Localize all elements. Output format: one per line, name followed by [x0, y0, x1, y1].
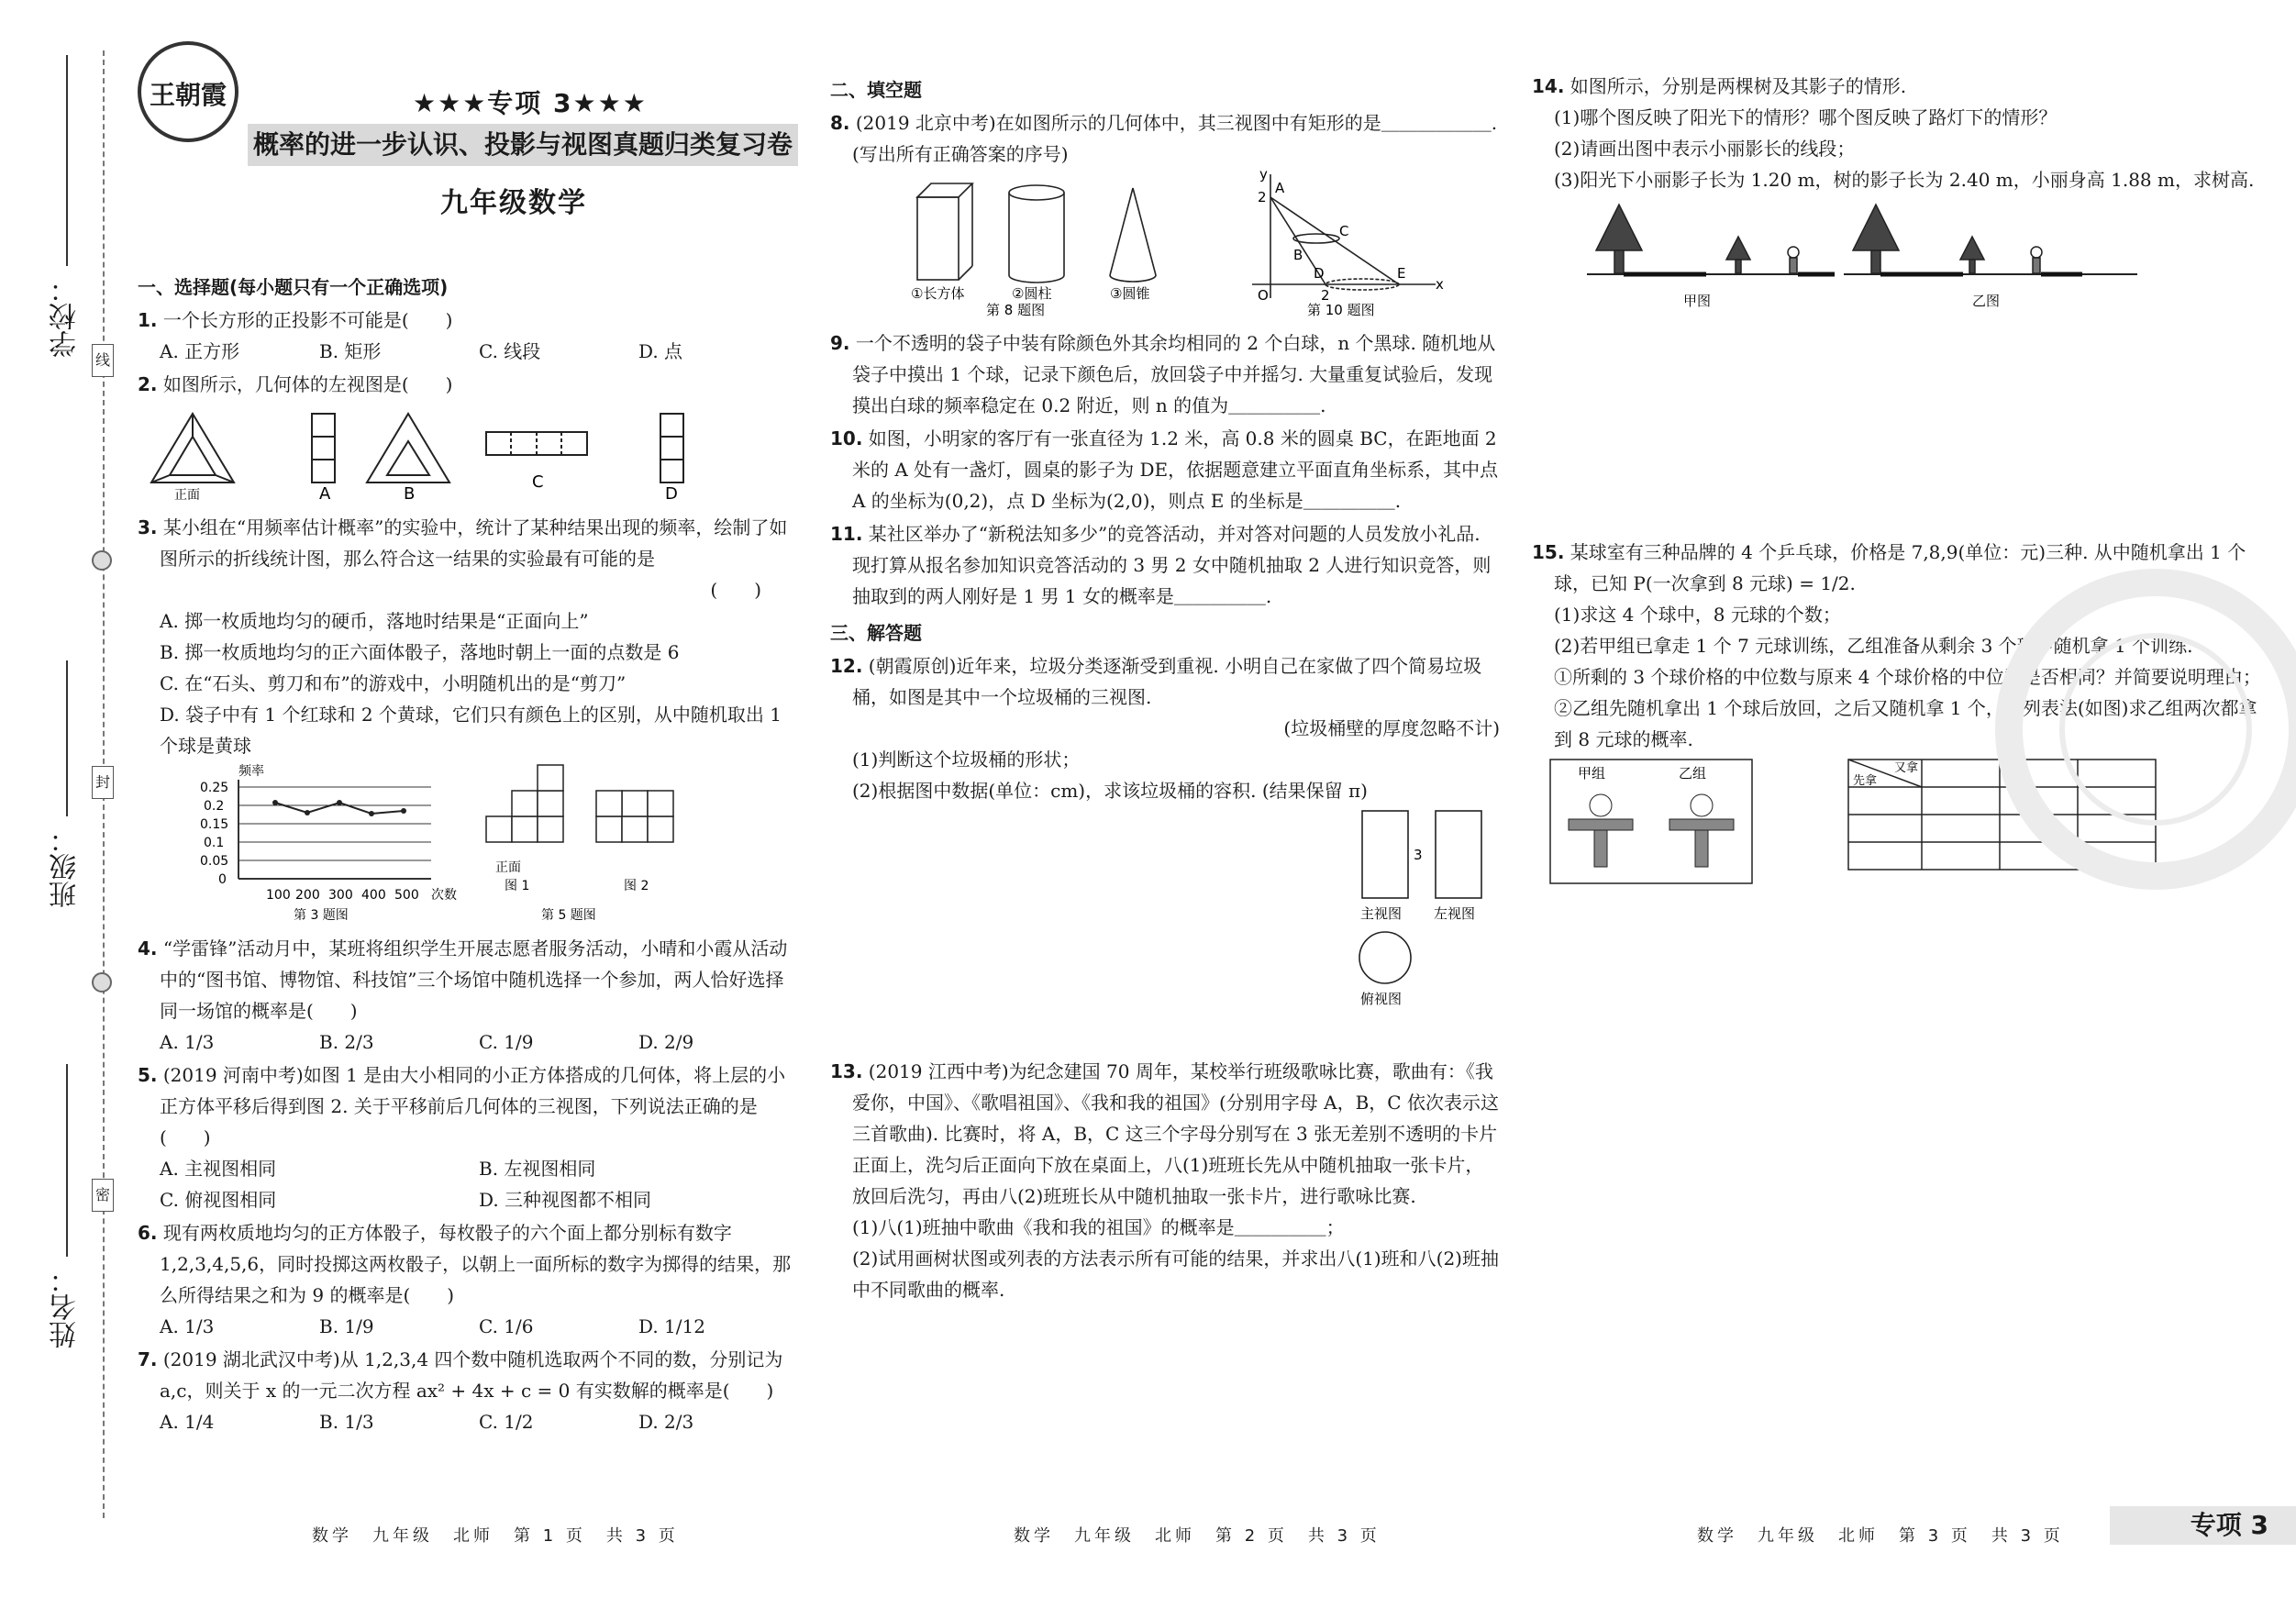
- sub-question: (3)阳光下小丽影子长为 1.20 m，树的影子长为 2.40 m，小丽身高 1.88 m，求树高.: [1554, 169, 2255, 191]
- class-label: 班级：: [50, 826, 82, 908]
- binding-tag: 线: [92, 344, 114, 377]
- page-title: 概率的进一步认识、投影与视图真题归类复习卷: [248, 124, 798, 166]
- brand-logo: [138, 41, 238, 142]
- axis-label: y: [1259, 170, 1268, 183]
- section-heading: 二、填空题: [830, 79, 922, 101]
- question-9: 9. 一个不透明的袋子中装有除颜色外其余均相同的 2 个白球，n 个黑球. 随机地从袋子中摸出 1 个球，记录下颜色后，放回袋子中并摇匀. 大量重复试验后，发现摸出白球的频率稳定在 0.2 附近，则 n 的值为＿＿＿＿＿.: [830, 332, 1496, 416]
- question-4: 4. “学雷锋”活动月中，某班将组织学生开展志愿者服务活动，小晴和小霞从活动中的“图书馆、博物馆、科技馆”三个场馆中随机选择一个参加，两人恰好选择同一场馆的概率是( ): [138, 937, 788, 1022]
- y-tick-label: 0.05: [200, 854, 229, 869]
- option[interactable]: C. 线段: [479, 340, 541, 362]
- figure-caption: 第 5 题图: [541, 908, 596, 922]
- binding-tag: 密: [92, 1179, 114, 1212]
- figure-label: 图 2: [624, 879, 649, 893]
- name-label: 姓名：: [50, 1266, 82, 1348]
- question-15: 15. 某球室有三种品牌的 4 个乒乓球，价格是 7,8,9(单位：元)三种. 从中随机拿出 1 个球，已知 P(一次拿到 8 元球) = 1/2.: [1532, 541, 2246, 594]
- group-label: 甲组: [1578, 765, 1606, 782]
- figure-label: ③圆锥: [1110, 285, 1150, 302]
- question-1: 1. 一个长方形的正投影不可能是( ): [138, 309, 453, 331]
- figure-caption: 第 10 题图: [1307, 302, 1375, 316]
- question-14: 14. 如图所示，分别是两棵树及其影子的情形.: [1532, 75, 1907, 97]
- sub-question: (1)求这 4 个球中，8 元球的个数；: [1554, 604, 1841, 626]
- sub-question: (2)试用画树状图或列表的方法表示所有可能的结果，并求出八(1)班和八(2)班抽中不同歌曲的概率.: [852, 1248, 1499, 1301]
- x-tick-label: 500: [394, 888, 419, 903]
- q3-q5-figures: [138, 761, 798, 922]
- y-tick-label: 0.15: [200, 817, 229, 832]
- option[interactable]: B. 矩形: [319, 340, 382, 362]
- class-field[interactable]: [66, 660, 68, 816]
- options: [138, 1153, 798, 1215]
- x-tick-label: 300: [328, 888, 353, 903]
- q12-figure: [830, 806, 1500, 1045]
- point-label: A: [1275, 180, 1285, 196]
- y-tick-label: 0.2: [204, 799, 225, 814]
- question-6: 6. 现有两枚质地均匀的正方体骰子，每枚骰子的六个面上都分别标有数字 1,2,3,4,5,6，同时投掷这两枚骰子，以朝上一面所标的数字为掷得的结果，那么所得结果之和为 9 的概率是( ): [138, 1222, 792, 1306]
- header: [138, 0, 798, 183]
- logo-text: 王朝霞: [149, 80, 227, 110]
- sub-question: (1)八(1)班抽中歌曲《我和我的祖国》的概率是＿＿＿＿＿；: [852, 1216, 1345, 1238]
- page-footer: 数学 九年级 北师 第 2 页 共 3 页: [1014, 1526, 1381, 1546]
- name-field[interactable]: [66, 1064, 68, 1257]
- option[interactable]: A. 掷一枚质地均匀的硬币，落地时结果是“正面向上”: [160, 610, 589, 632]
- front-label: 正面: [495, 860, 521, 875]
- option[interactable]: D. 袋子中有 1 个红球和 2 个黄球，它们只有颜色上的区别，从中随机取出 1 个球是黄球: [160, 704, 782, 757]
- y-tick-label: 0: [218, 872, 227, 887]
- figure-label: ①长方体: [911, 285, 965, 302]
- option[interactable]: D. 点: [638, 340, 683, 362]
- y-tick-label: 0.1: [204, 836, 225, 850]
- question-7: 7. (2019 湖北武汉中考)从 1,2,3,4 四个数中随机选取两个不同的数，分别记为 a,c，则关于 x 的一元二次方程 ax² + 4x + c = 0 有实数解的概率是( ): [138, 1348, 783, 1402]
- figure-caption: 第 3 题图: [294, 908, 349, 922]
- x-tick-label: 100: [266, 888, 291, 903]
- question-10: 10. 如图，小明家的客厅有一张直径为 1.2 米，高 0.8 米的圆桌 BC，在距地面 2 米的 A 处有一盏灯，圆桌的影子为 DE，依据题意建立平面直角坐标系，其中点 A 的坐标为(0,2)，点 D 坐标为(2,0)，则点 E 的坐标是＿＿＿＿＿.: [830, 427, 1499, 512]
- table-header: 又拿: [1894, 761, 1919, 775]
- school-label: 学校：: [50, 275, 82, 358]
- option-label: B: [404, 484, 416, 501]
- sub-question: (1)哪个图反映了阳光下的情形？哪个图反映了路灯下的情形？: [1554, 106, 2058, 128]
- sub-question: (1)判断这个垃圾桶的形状；: [852, 749, 1081, 771]
- option[interactable]: A. 1/4: [160, 1411, 215, 1433]
- option[interactable]: D. 2/9: [638, 1031, 694, 1053]
- column-2: [830, 69, 1500, 1305]
- view-label: 俯视图: [1360, 991, 1403, 1007]
- question-8: 8. (2019 北京中考)在如图所示的几何体中，其三视图中有矩形的是＿＿＿＿＿＿.(写出所有正确答案的序号): [830, 112, 1498, 165]
- option-label: A: [319, 484, 331, 501]
- answer-paren: ( ): [710, 579, 761, 601]
- option[interactable]: D. 1/12: [638, 1315, 705, 1337]
- x-axis-label: 次数: [431, 888, 457, 903]
- section-heading: 三、解答题: [830, 622, 922, 644]
- question-2: 2. 如图所示，几何体的左视图是( ): [138, 373, 453, 395]
- fig5-blocks: [486, 765, 673, 842]
- origin-label: O: [1258, 287, 1269, 304]
- q8-q10-figures: [830, 170, 1500, 316]
- sub-question: ②乙组先随机拿出 1 个球后放回，之后又随机拿 1 个，用列表法(如图)求乙组两次都拿到 8 元球的概率.: [1554, 697, 2257, 750]
- axis-label: x: [1436, 276, 1444, 293]
- question-13: 13. (2019 江西中考)为纪念建国 70 周年，某校举行班级歌咏比赛，歌曲有：《我爱你，中国》、《歌唱祖国》、《我和我的祖国》(分别用字母 A，B，C 依次表示这三首歌曲). 比赛时，将 A，B，C 这三个字母分别写在 3 张无差别不透明的卡片正面上，洗匀后正面向下放在桌面上，八(1)班班长先从中随机抽取一张卡片，放回后洗匀，再由八(2)班班长从中随机抽取一张卡片，进行歌咏比赛.: [830, 1060, 1499, 1207]
- option-label: D: [665, 484, 678, 501]
- question-11: 11. 某社区举办了“新税法知多少”的竞答活动，并对答对问题的人员发放小礼品. 现打算从报名参加知识竞答活动的 3 男 2 女中随机抽取 2 人进行知识竞答，则抽取到的两人刚好是 1 男 1 女的概率是＿＿＿＿＿.: [830, 523, 1492, 607]
- options: [138, 1406, 798, 1437]
- figure-label: 乙图: [1972, 293, 2001, 309]
- binding-hole-icon: [92, 972, 112, 993]
- options: [138, 1026, 798, 1058]
- options: [138, 336, 798, 367]
- binding-hole-icon: [92, 550, 112, 571]
- binding-margin: [0, 0, 138, 1597]
- q2-figure: [138, 400, 798, 501]
- dimension-label: 3: [1414, 847, 1423, 863]
- binding-tag: 封: [92, 766, 114, 799]
- figure-label: 甲图: [1683, 293, 1712, 309]
- watermark-seal: [1995, 569, 2296, 890]
- option[interactable]: C. 在“石头、剪刀和布”的游戏中，小明随机出的是“剪刀”: [160, 672, 627, 694]
- option-label: C: [532, 472, 544, 492]
- sub-question: (2)若甲组已拿走 1 个 7 元球训练，乙组准备从剩余 3 个球中随机拿 1 个训练.: [1554, 635, 2193, 657]
- option[interactable]: D. 2/3: [638, 1411, 694, 1433]
- option[interactable]: B. 掷一枚质地均匀的正六面体骰子，落地时朝上一面的点数是 6: [160, 641, 680, 663]
- view-label: 主视图: [1360, 905, 1403, 922]
- point-label: E: [1397, 265, 1406, 282]
- question-12: 12. (朝霞原创)近年来，垃圾分类逐渐受到重视. 小明自己在家做了四个简易垃圾桶，如图是其中一个垃圾桶的三视图.: [830, 655, 1482, 708]
- x-tick-label: 400: [361, 888, 386, 903]
- option[interactable]: C. 1/9: [479, 1031, 534, 1053]
- column-1: [138, 0, 798, 1437]
- option[interactable]: C. 1/2: [479, 1411, 534, 1433]
- option[interactable]: B. 1/9: [319, 1315, 374, 1337]
- option[interactable]: B. 左视图相同: [479, 1158, 596, 1180]
- note: (垃圾桶壁的厚度忽略不计): [1283, 717, 1500, 739]
- coord-label: 2: [1258, 189, 1267, 205]
- options: [138, 1311, 798, 1342]
- y-tick-label: 0.25: [200, 781, 229, 795]
- point-label: B: [1293, 247, 1303, 263]
- sub-question: (2)请画出图中表示小丽影长的线段；: [1554, 138, 1856, 160]
- x-tick-label: 200: [295, 888, 320, 903]
- section-heading: 一、选择题(每小题只有一个正确选项): [138, 276, 449, 298]
- option[interactable]: C. 1/6: [479, 1315, 534, 1337]
- sub-question: ①所剩的 3 个球价格的中位数与原来 4 个球价格的中位数是否相同？并简要说明理由；: [1554, 666, 2261, 688]
- view-label: 左视图: [1434, 905, 1476, 922]
- topic-tag: 专项 3: [2110, 1506, 2296, 1545]
- figure-label: ②圆柱: [1012, 285, 1052, 302]
- question-5: 5. (2019 河南中考)如图 1 是由大小相同的小正方体搭成的几何体，将上层的小正方体平移后得到图 2. 关于平移前后几何体的三视图，下列说法正确的是( ): [138, 1064, 786, 1148]
- topic-label: ★★★专项 3★★★: [413, 88, 648, 118]
- option[interactable]: C. 俯视图相同: [160, 1189, 277, 1211]
- table-header: 先拿: [1853, 774, 1878, 788]
- option[interactable]: B. 2/3: [319, 1031, 374, 1053]
- coord-label: 2: [1321, 287, 1330, 304]
- q14-figure: [1532, 195, 2266, 315]
- y-axis-label: 频率: [238, 764, 264, 779]
- answer-space[interactable]: [1532, 324, 2266, 535]
- page-subtitle: 九年级数学: [440, 187, 587, 219]
- group-label: 乙组: [1679, 765, 1707, 782]
- question-3: 3. 某小组在“用频率估计概率”的实验中，统计了某种结果出现的频率，绘制了如图所示的折线统计图，那么符合这一结果的实验最有可能的是: [138, 516, 788, 570]
- point-label: C: [1339, 223, 1349, 239]
- front-label: 正面: [174, 488, 200, 501]
- figure-label: 图 1: [505, 879, 530, 893]
- option[interactable]: A. 主视图相同: [160, 1158, 277, 1180]
- sub-question: (2)根据图中数据(单位：cm)，求该垃圾桶的容积. (结果保留 π): [852, 780, 1368, 802]
- option[interactable]: A. 1/3: [160, 1031, 215, 1053]
- figure-caption: 第 8 题图: [986, 302, 1046, 316]
- point-label: D: [1314, 265, 1325, 282]
- option[interactable]: D. 三种视图都不相同: [479, 1189, 652, 1211]
- option[interactable]: A. 1/3: [160, 1315, 215, 1337]
- page-footer: 数学 九年级 北师 第 3 页 共 3 页: [1697, 1526, 2064, 1546]
- option[interactable]: A. 正方形: [160, 340, 240, 362]
- option[interactable]: B. 1/3: [319, 1411, 374, 1433]
- school-field[interactable]: [66, 55, 68, 266]
- page-footer: 数学 九年级 北师 第 1 页 共 3 页: [312, 1526, 679, 1546]
